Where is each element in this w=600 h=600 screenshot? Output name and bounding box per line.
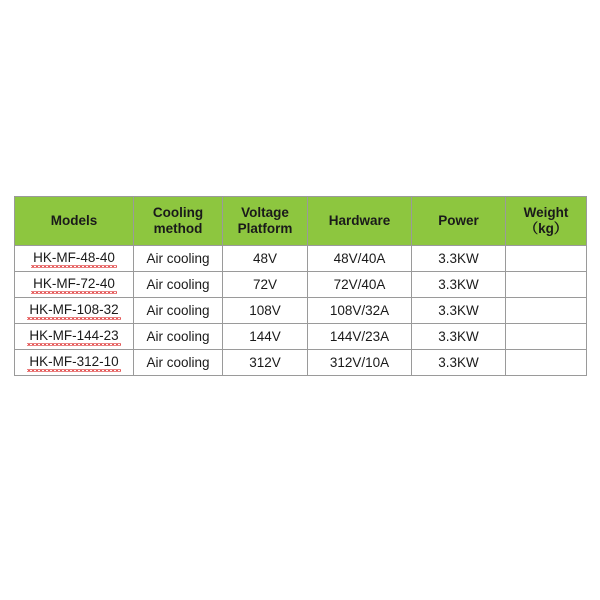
table-head: [15, 197, 587, 246]
column-header-weight: [506, 197, 587, 246]
cell-voltage-platform: 72V: [223, 272, 308, 298]
cell-voltage-platform: 144V: [223, 324, 308, 350]
cell-model: [15, 298, 134, 324]
table-body: [15, 246, 587, 376]
cell-power: 3.3KW: [412, 350, 506, 376]
cell-power: 3.3KW: [412, 298, 506, 324]
column-header-power-line-1: Power: [438, 213, 479, 229]
spellcheck-underline-icon: [27, 343, 120, 346]
column-header-models: [15, 197, 134, 246]
cell-model: [15, 324, 134, 350]
column-header-models-line-1: Models: [50, 213, 98, 229]
cell-hardware: 144V/23A: [308, 324, 412, 350]
table-row: [15, 298, 587, 324]
cell-power: 3.3KW: [412, 246, 506, 272]
cell-hardware: 72V/40A: [308, 272, 412, 298]
model-text-wrapper: [27, 302, 120, 319]
cell-hardware: 108V/32A: [308, 298, 412, 324]
column-header-voltage-platform-line-2: Platform: [237, 221, 293, 236]
cell-cooling-method: Air cooling: [134, 246, 223, 272]
column-header-power: [412, 197, 506, 246]
cell-power: 3.3KW: [412, 324, 506, 350]
cell-weight: [506, 246, 587, 272]
column-header-cooling-method-line-2: method: [153, 221, 203, 236]
column-header-hardware-line-1: Hardware: [328, 213, 391, 229]
table-row: [15, 350, 587, 376]
cell-cooling-method: Air cooling: [134, 272, 223, 298]
cell-weight: [506, 324, 587, 350]
model-value: HK-MF-312-10: [29, 354, 119, 370]
column-header-cooling-method: [134, 197, 223, 246]
model-value: HK-MF-108-32: [29, 302, 119, 318]
cell-power: 3.3KW: [412, 272, 506, 298]
cell-cooling-method: Air cooling: [134, 298, 223, 324]
cell-model: [15, 246, 134, 272]
model-text-wrapper: [31, 250, 117, 267]
spellcheck-underline-icon: [27, 369, 120, 372]
spec-table-container: [14, 196, 586, 376]
cell-model: [15, 350, 134, 376]
model-text-wrapper: [27, 328, 120, 345]
column-header-weight-line-2: （kg）: [524, 221, 568, 236]
cell-model: [15, 272, 134, 298]
spellcheck-underline-icon: [31, 265, 117, 268]
cell-hardware: 48V/40A: [308, 246, 412, 272]
column-header-hardware: [308, 197, 412, 246]
table-row: [15, 272, 587, 298]
cell-hardware: 312V/10A: [308, 350, 412, 376]
cell-weight: [506, 298, 587, 324]
table-row: [15, 246, 587, 272]
column-header-voltage-platform-line-1: Voltage: [241, 205, 289, 221]
cell-voltage-platform: 312V: [223, 350, 308, 376]
model-text-wrapper: [27, 354, 120, 371]
product-spec-table: [14, 196, 587, 376]
cell-voltage-platform: 108V: [223, 298, 308, 324]
table-row: [15, 324, 587, 350]
model-text-wrapper: [31, 276, 117, 293]
cell-weight: [506, 350, 587, 376]
column-header-cooling-method-line-1: Cooling: [152, 205, 204, 221]
model-value: HK-MF-48-40: [33, 250, 115, 266]
table-header-row: [15, 197, 587, 246]
spellcheck-underline-icon: [31, 291, 117, 294]
model-value: HK-MF-72-40: [33, 276, 115, 292]
cell-cooling-method: Air cooling: [134, 350, 223, 376]
column-header-weight-line-1: Weight: [523, 205, 569, 221]
spellcheck-underline-icon: [27, 317, 120, 320]
model-value: HK-MF-144-23: [29, 328, 119, 344]
cell-cooling-method: Air cooling: [134, 324, 223, 350]
cell-voltage-platform: 48V: [223, 246, 308, 272]
cell-weight: [506, 272, 587, 298]
column-header-voltage-platform: [223, 197, 308, 246]
